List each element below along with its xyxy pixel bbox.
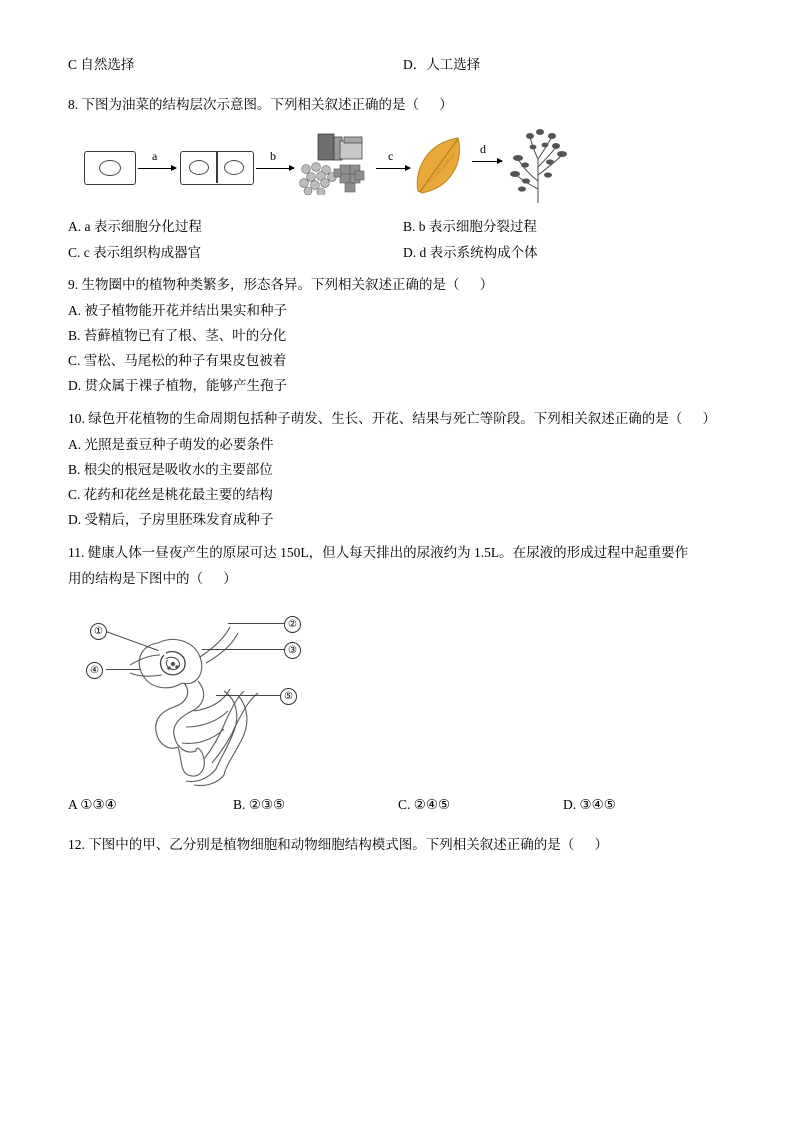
question-11-stem-line1: 11. 健康人体一昼夜产生的原尿可达 150L，但人每天排出的尿液约为 1.5L。在尿液的形成过程中起重要作 [68, 545, 689, 560]
q8-options-row-1 [68, 217, 728, 237]
arrow-a-label: a [152, 149, 158, 163]
q10-option-a: A. 光照是蚕豆种子萌发的必要条件 [68, 437, 274, 452]
question-11-stem-line2: 用的结构是下图中的（ ） [68, 571, 237, 586]
question-12-stem: 12. 下图中的甲、乙分别是植物细胞和动物细胞结构模式图。下列相关叙述正确的是（ ） [68, 837, 608, 852]
leader-4 [106, 669, 140, 670]
single-cell-nucleus [99, 160, 121, 176]
question-10-stem: 10. 绿色开花植物的生命周期包括种子萌发、生长、开花、结果与死亡等阶段。下列相关叙述正确的是（ ） [68, 411, 716, 426]
whole-plant [500, 129, 580, 205]
question-9-options [68, 301, 728, 396]
spacer [68, 263, 728, 275]
tissue-cluster [296, 133, 372, 195]
q8-option-b: B. b 表示细胞分裂过程 [403, 219, 537, 234]
arrow-b [256, 168, 294, 169]
q8-option-a: A. a 表示细胞分化过程 [68, 219, 202, 234]
label-2: ② [284, 616, 301, 633]
q11-answer-c: C. ②④⑤ [398, 797, 451, 812]
top-option-c: C 自然选择 [68, 57, 135, 72]
two-cell-nucleus-left [189, 160, 209, 175]
label-5: ⑤ [280, 688, 297, 705]
nephron-svg [78, 599, 438, 789]
q10-option-c: C. 花药和花丝是桃花最主要的结构 [68, 487, 273, 502]
leaf-organ [412, 135, 472, 197]
spacer [68, 75, 728, 95]
top-options-row [68, 55, 728, 75]
plant-svg [500, 129, 580, 205]
question-10-options [68, 435, 728, 530]
tissue-svg [296, 133, 372, 195]
q9-option-d: D. 贯众属于裸子植物，能够产生孢子 [68, 378, 287, 393]
question-8-stem: 8. 下图为油菜的结构层次示意图。下列相关叙述正确的是（ ） [68, 97, 453, 112]
q8-options-row-2 [68, 243, 728, 263]
q8-option-c: C. c 表示组织构成器官 [68, 245, 202, 260]
arrow-b-label: b [270, 149, 276, 163]
leader-3 [202, 649, 284, 650]
q9-option-c: C. 雪松、马尾松的种子有果皮包被着 [68, 353, 287, 368]
q11-answer-d: D. ③④⑤ [563, 797, 616, 812]
leader-2 [228, 623, 284, 624]
arrow-c-label: c [388, 149, 394, 163]
label-4: ④ [86, 662, 103, 679]
q11-answer-b: B. ②③⑤ [233, 797, 286, 812]
label-3: ③ [284, 642, 301, 659]
leaf-svg [412, 135, 472, 197]
leader-5 [216, 695, 282, 696]
q10-option-d: D. 受精后，子房里胚珠发育成种子 [68, 512, 274, 527]
q11-answer-a: A ①③④ [68, 797, 117, 812]
spacer [68, 535, 728, 543]
arrow-d [472, 161, 502, 162]
page-content [68, 55, 728, 855]
arrow-a [138, 168, 176, 169]
figure-nephron [68, 599, 728, 789]
spacer [68, 401, 728, 409]
spacer [68, 815, 728, 835]
label-1: ① [90, 623, 107, 640]
question-11-answers [68, 795, 728, 815]
q8-option-d: D. d 表示系统构成个体 [403, 245, 538, 260]
figure-structural-hierarchy [68, 129, 728, 207]
question-9-stem: 9. 生物圈中的植物种类繁多，形态各异。下列相关叙述正确的是（ ） [68, 277, 494, 292]
arrow-d-label: d [480, 142, 486, 156]
top-option-d: D．人工选择 [403, 57, 481, 72]
two-cell-nucleus-right [224, 160, 244, 175]
two-cell-divider [216, 151, 218, 183]
arrow-c [376, 168, 410, 169]
q10-option-b: B. 根尖的根冠是吸收水的主要部位 [68, 462, 273, 477]
q9-option-b: B. 苔藓植物已有了根、茎、叶的分化 [68, 328, 287, 343]
q9-option-a: A. 被子植物能开花并结出果实和种子 [68, 303, 287, 318]
